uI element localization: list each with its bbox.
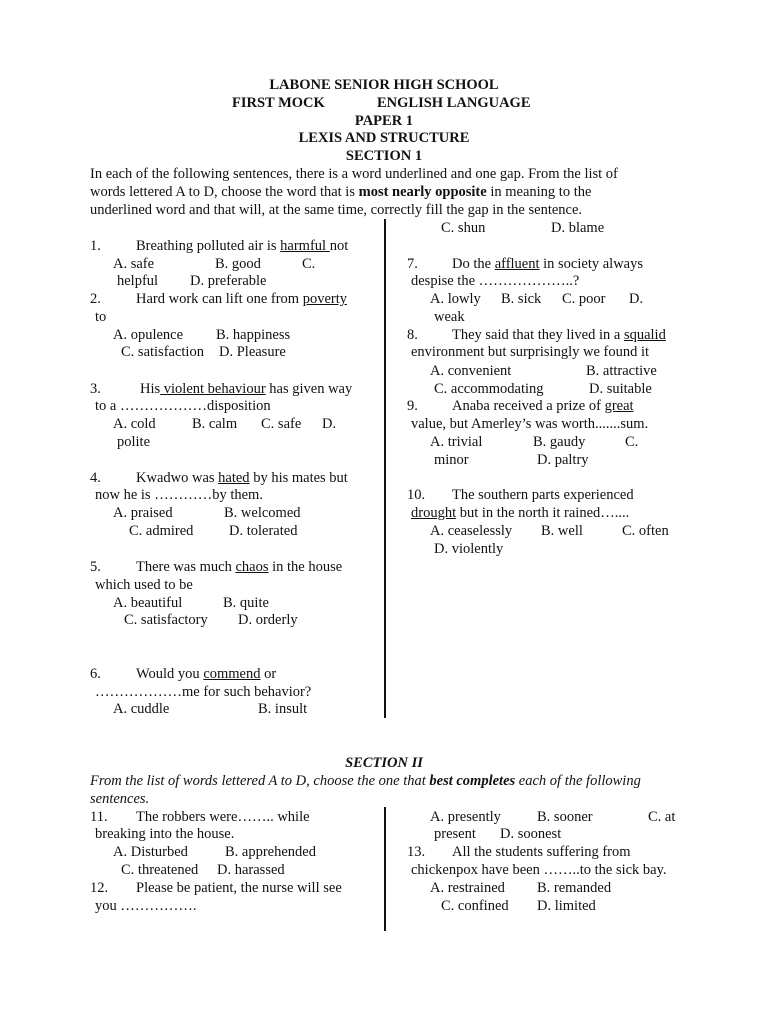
section1-title: SECTION 1 [345,148,423,164]
q2-stem-text: Hard work can lift one from [136,291,303,307]
instructions1-line2 [90,184,591,202]
subject-name: ENGLISH LANGUAGE [377,95,531,111]
q11-option-d: D. harassed [217,862,285,878]
q2-option-d: D. Pleasure [219,344,286,360]
q2-stem [136,291,347,309]
q9-number: 9. [407,398,418,414]
q13-option-c: C. confined [441,898,509,914]
q13-stem-continued: chickenpox have been ……..to the sick bay. [411,862,667,878]
q9-stem-continued: value, but Amerley’s was worth.......sum. [411,416,649,432]
q3-option-d-word: polite [117,434,151,450]
q5-stem-end: in the house [268,559,343,575]
q5-option-c: C. satisfactory [124,612,208,628]
q11-option-b: B. apprehended [225,844,316,860]
q6-stem-text: Would you [136,666,204,682]
q3-option-a: A. cold [113,416,156,432]
q2-underlined-word: poverty [302,291,347,307]
q1-stem [136,238,348,256]
q8-stem-text: They said that they lived in a [452,327,624,343]
q8-stem [452,327,666,345]
q9-stem-text: Anaba received a prize of [452,398,605,414]
q9-option-d: D. paltry [537,452,589,468]
q3-stem-text: His [140,381,161,397]
q4-stem-text: Kwadwo was [136,470,219,486]
q6-option-a: A. cuddle [113,701,170,717]
instructions2-line1-start: From the list of words lettered A to D, choose the one that [90,773,430,789]
q7-option-d: D. [629,291,644,307]
q7-stem-end: in society always [539,256,644,272]
q13-option-b: B. remanded [537,880,612,896]
q3-stem-end: has given way [265,381,353,397]
q11-option-a: A. Disturbed [113,844,188,860]
q2-option-c: C. satisfaction [121,344,204,360]
q7-stem-text: Do the [452,256,495,272]
q4-number: 4. [90,470,101,486]
q9-option-b: B. gaudy [533,434,586,450]
q8-option-c: C. accommodating [434,381,544,397]
paper-title: PAPER 1 [354,113,414,129]
q1-option-c: C. [302,256,316,272]
q11-stem-continued: breaking into the house. [95,826,235,842]
q8-option-d: D. suitable [589,381,652,397]
q13-stem: All the students suffering from [452,844,631,860]
q7-underlined-word: affluent [494,256,540,272]
q6-number: 6. [90,666,101,682]
q2-number: 2. [90,291,101,307]
q1-option-d: D. preferable [190,273,267,289]
q7-number: 7. [407,256,418,272]
instructions1-line1: In each of the following sentences, there is a word underlined and one gap. From the list of [90,166,618,182]
q8-stem-continued: environment but surprisingly we found it [411,344,650,360]
q2-option-b: B. happiness [216,327,291,343]
q1-option-c-word: helpful [117,273,159,289]
q10-number: 10. [407,487,426,503]
q10-option-a: A. ceaselessly [430,523,513,539]
q6-underlined-word: commend [203,666,261,682]
instructions2-line1-end: each of the following [515,773,641,789]
q9-option-c-word: minor [434,452,469,468]
q9-option-a: A. trivial [430,434,483,450]
q12-option-c: C. at [648,809,676,825]
q12-option-c-word: present [434,826,476,842]
q11-number: 11. [90,809,108,825]
q2-option-a: A. opulence [113,327,184,343]
q12-number: 12. [90,880,109,896]
q7-stem-continued: despise the ………………..? [411,273,580,289]
q12-option-b: B. sooner [537,809,593,825]
q11-stem: The robbers were…….. while [136,809,310,825]
q6-stem [136,666,276,684]
q5-underlined-word: chaos [235,559,269,575]
q11-option-c: C. threatened [121,862,199,878]
q13-option-a: A. restrained [430,880,505,896]
q10-option-c: C. often [622,523,669,539]
q7-stem [452,256,643,274]
column-divider-section1 [384,219,386,718]
q5-stem-text: There was much [136,559,236,575]
q1-option-b: B. good [215,256,261,272]
column-divider-section2 [384,807,386,931]
q1-underlined-word: harmful [280,238,330,254]
q10-option-b: B. well [541,523,583,539]
topic-title: LEXIS AND STRUCTURE [298,130,470,146]
q4-underlined-word: hated [218,470,250,486]
q13-number: 13. [407,844,426,860]
q13-option-d: D. limited [537,898,596,914]
q1-stem-end: not [329,238,349,254]
q8-underlined-word: squalid [623,327,666,343]
q8-option-b: B. attractive [586,363,657,379]
q2-stem-continued: to [95,309,107,325]
q5-stem [136,559,342,577]
q5-number: 5. [90,559,101,575]
q3-stem-continued: to a ………………disposition [95,398,271,414]
q7-option-a: A. lowly [430,291,481,307]
q5-stem-continued: which used to be [95,577,193,593]
q6-option-d: D. blame [551,220,605,236]
instructions1-emphasis: most nearly opposite [358,184,487,200]
q7-option-b: B. sick [501,291,542,307]
q4-stem-end: by his mates but [249,470,348,486]
q4-option-c: C. admired [129,523,194,539]
q9-stem [452,398,634,416]
q4-option-b: B. welcomed [224,505,301,521]
q12-option-d: D. soonest [500,826,562,842]
q1-option-a: A. safe [113,256,155,272]
q3-stem [140,381,352,399]
instructions2-line1 [90,773,641,791]
q4-option-d: D. tolerated [229,523,298,539]
instructions1-line3: underlined word and that will, at the same time, correctly fill the gap in the sentence. [90,202,583,218]
exam-name: FIRST MOCK [232,95,325,111]
q3-underlined-word: violent behaviour [160,381,266,397]
q5-option-b: B. quite [223,595,269,611]
q8-option-a: A. convenient [430,363,512,379]
q10-stem: The southern parts experienced [452,487,634,503]
q1-stem-text: Breathing polluted air is [136,238,281,254]
instructions1-line2-start: words lettered A to D, choose the word that is [90,184,359,200]
q4-stem-continued: now he is …………by them. [95,487,263,503]
school-name: LABONE SENIOR HIGH SCHOOL [269,77,499,93]
q6-option-b: B. insult [258,701,308,717]
q7-option-c: C. poor [562,291,606,307]
q9-option-c: C. [625,434,639,450]
q9-underlined-word: great [604,398,634,414]
q10-option-d: D. violently [434,541,504,557]
q3-option-d: D. [322,416,337,432]
q6-stem-end: or [260,666,277,682]
instructions2-emphasis: best completes [429,773,516,789]
q1-number: 1. [90,238,101,254]
q10-stem-continued [411,505,629,523]
q12-stem-continued: you ……………. [95,898,197,914]
q12-option-a: A. presently [430,809,501,825]
q3-number: 3. [90,381,101,397]
q5-option-d: D. orderly [238,612,298,628]
q6-option-c: C. shun [441,220,486,236]
q6-stem-continued: ………………me for such behavior? [95,684,312,700]
section2-title: SECTION II [345,755,423,771]
q12-stem: Please be patient, the nurse will see [136,880,342,896]
q5-option-a: A. beautiful [113,595,183,611]
q7-option-d-word: weak [434,309,465,325]
instructions2-line2: sentences. [90,791,150,807]
q4-option-a: A. praised [113,505,173,521]
instructions1-line2-end: in meaning to the [486,184,592,200]
q4-stem [136,470,348,488]
q3-option-b: B. calm [192,416,238,432]
q3-option-c: C. safe [261,416,302,432]
q10-underlined-word: drought [411,505,457,521]
q8-number: 8. [407,327,418,343]
q10-stem-end: but in the north it rained….... [456,505,630,521]
